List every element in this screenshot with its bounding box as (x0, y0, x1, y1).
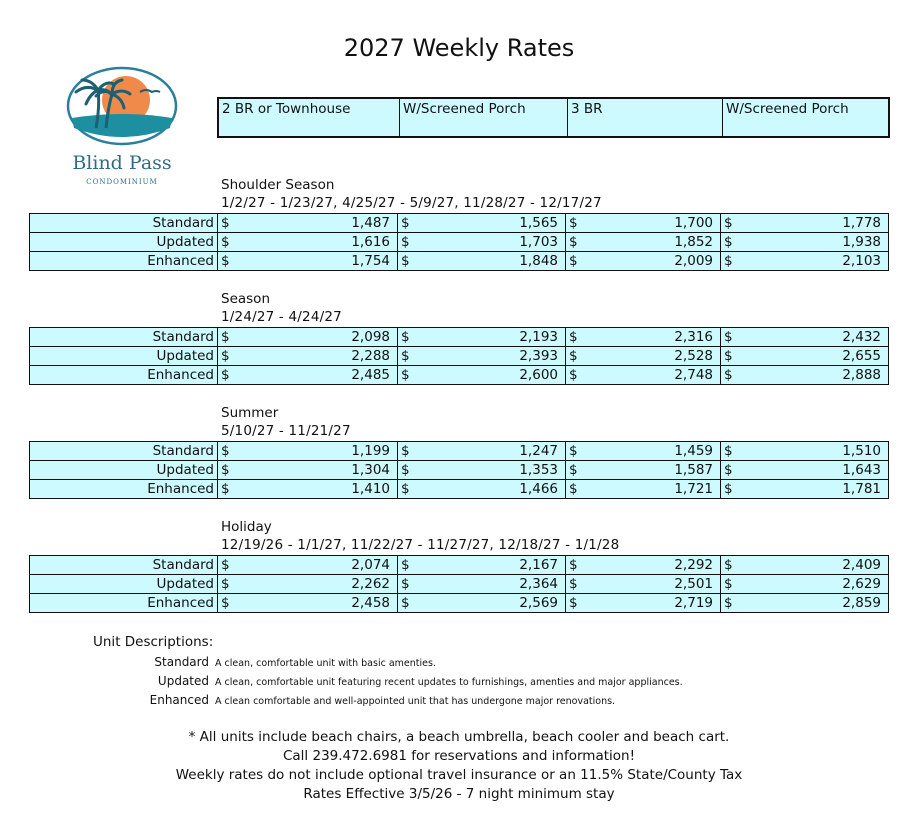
column-header-bar (217, 97, 890, 138)
price-cell (398, 442, 566, 461)
section-dates: 5/10/27 - 11/21/27 (221, 423, 351, 439)
price-cell (218, 328, 398, 347)
currency-symbol: $ (401, 214, 410, 231)
currency-symbol: $ (724, 480, 733, 497)
price-amount: 2,167 (519, 556, 558, 573)
price-cell (721, 480, 889, 499)
currency-symbol: $ (724, 556, 733, 573)
price-amount: 2,316 (674, 328, 713, 345)
currency-symbol: $ (221, 556, 230, 573)
currency-symbol: $ (401, 556, 410, 573)
price-cell (218, 233, 398, 252)
price-amount: 2,292 (674, 556, 713, 573)
currency-symbol: $ (401, 575, 410, 592)
currency-symbol: $ (221, 233, 230, 250)
currency-symbol: $ (724, 366, 733, 383)
price-amount: 2,501 (674, 575, 713, 592)
currency-symbol: $ (401, 366, 410, 383)
price-amount: 2,009 (674, 252, 713, 269)
table-row (30, 252, 889, 271)
page-title: 2027 Weekly Rates (343, 34, 575, 62)
price-cell (721, 328, 889, 347)
rate-table (29, 441, 889, 499)
price-amount: 1,565 (519, 214, 558, 231)
price-amount: 2,748 (674, 366, 713, 383)
column-header: 3 BR (567, 99, 722, 136)
price-cell (398, 575, 566, 594)
price-cell (566, 328, 721, 347)
currency-symbol: $ (221, 594, 230, 611)
price-amount: 1,459 (674, 442, 713, 459)
unit-type-label: Enhanced (30, 594, 218, 613)
currency-symbol: $ (724, 594, 733, 611)
table-row (30, 366, 889, 385)
currency-symbol: $ (569, 347, 578, 364)
table-row (30, 480, 889, 499)
currency-symbol: $ (569, 366, 578, 383)
price-cell (566, 556, 721, 575)
currency-symbol: $ (569, 328, 578, 345)
footer-amenities: * All units include beach chairs, a beach umbrella, beach cooler and beach cart. (188, 729, 730, 745)
table-row (30, 328, 889, 347)
table-row (30, 214, 889, 233)
currency-symbol: $ (569, 461, 578, 478)
unit-type-label: Updated (30, 233, 218, 252)
price-cell (218, 214, 398, 233)
currency-symbol: $ (221, 575, 230, 592)
footer-tax-note: Weekly rates do not include optional travel insurance or an 11.5% State/County Tax (175, 767, 743, 783)
price-amount: 2,262 (351, 575, 390, 592)
currency-symbol: $ (401, 347, 410, 364)
price-cell (218, 556, 398, 575)
price-amount: 1,616 (351, 233, 390, 250)
currency-symbol: $ (569, 252, 578, 269)
column-header: W/Screened Porch (399, 99, 567, 136)
price-amount: 1,703 (519, 233, 558, 250)
price-cell (398, 347, 566, 366)
price-amount: 2,364 (519, 575, 558, 592)
currency-symbol: $ (724, 214, 733, 231)
price-cell (218, 252, 398, 271)
unit-type-label: Enhanced (30, 480, 218, 499)
currency-symbol: $ (724, 575, 733, 592)
currency-symbol: $ (221, 461, 230, 478)
price-amount: 2,458 (351, 594, 390, 611)
price-amount: 1,721 (674, 480, 713, 497)
price-amount: 2,569 (519, 594, 558, 611)
footer-effective: Rates Effective 3/5/26 - 7 night minimum stay (303, 786, 615, 802)
table-row (30, 233, 889, 252)
price-cell (721, 556, 889, 575)
price-cell (218, 442, 398, 461)
price-cell (721, 594, 889, 613)
column-header: W/Screened Porch (722, 99, 888, 136)
price-amount: 1,410 (351, 480, 390, 497)
price-cell (566, 442, 721, 461)
unit-description: A clean, comfortable unit featuring recent updates to furnishings, amenties and major appliances. (215, 677, 683, 688)
price-cell (218, 347, 398, 366)
unit-term: Enhanced (149, 693, 209, 707)
price-amount: 1,643 (842, 461, 881, 478)
price-cell (566, 594, 721, 613)
price-cell (398, 594, 566, 613)
price-cell (398, 461, 566, 480)
currency-symbol: $ (401, 328, 410, 345)
column-header: 2 BR or Townhouse (222, 101, 351, 117)
price-amount: 2,288 (351, 347, 390, 364)
currency-symbol: $ (569, 480, 578, 497)
price-cell (721, 442, 889, 461)
section-dates: 1/2/27 - 1/23/27, 4/25/27 - 5/9/27, 11/28/27 - 12/17/27 (221, 195, 602, 211)
price-cell (218, 575, 398, 594)
price-amount: 1,247 (519, 442, 558, 459)
currency-symbol: $ (401, 252, 410, 269)
currency-symbol: $ (569, 233, 578, 250)
price-amount: 2,528 (674, 347, 713, 364)
price-amount: 1,700 (674, 214, 713, 231)
price-cell (566, 233, 721, 252)
section-name: Shoulder Season (221, 177, 335, 193)
unit-term: Updated (157, 674, 209, 688)
price-amount: 1,353 (519, 461, 558, 478)
unit-type-label: Standard (30, 328, 218, 347)
logo-subtitle: CONDOMINIUM (86, 178, 158, 186)
table-row (30, 347, 889, 366)
table-row (30, 461, 889, 480)
rate-table (29, 327, 889, 385)
price-amount: 1,938 (842, 233, 881, 250)
price-amount: 2,393 (519, 347, 558, 364)
price-cell (566, 366, 721, 385)
footer-phone: Call 239.472.6981 for reservations and information! (282, 748, 636, 764)
currency-symbol: $ (569, 575, 578, 592)
table-row (30, 575, 889, 594)
price-cell (398, 556, 566, 575)
table-row (30, 442, 889, 461)
section-name: Summer (221, 405, 279, 421)
price-amount: 2,655 (842, 347, 881, 364)
currency-symbol: $ (569, 442, 578, 459)
table-row (30, 556, 889, 575)
price-amount: 1,848 (519, 252, 558, 269)
price-cell (218, 461, 398, 480)
currency-symbol: $ (724, 442, 733, 459)
price-amount: 2,719 (674, 594, 713, 611)
price-cell (721, 252, 889, 271)
price-amount: 2,859 (842, 594, 881, 611)
palm-sunset-icon (66, 66, 178, 146)
price-cell (721, 214, 889, 233)
price-cell (566, 575, 721, 594)
currency-symbol: $ (221, 347, 230, 364)
price-cell (721, 366, 889, 385)
logo-name: Blind Pass (72, 152, 172, 174)
unit-type-label: Standard (30, 442, 218, 461)
currency-symbol: $ (401, 480, 410, 497)
currency-symbol: $ (569, 214, 578, 231)
section-name: Season (221, 291, 270, 307)
price-amount: 2,432 (842, 328, 881, 345)
unit-description: A clean, comfortable unit with basic amenties. (215, 658, 436, 669)
currency-symbol: $ (401, 442, 410, 459)
currency-symbol: $ (401, 461, 410, 478)
price-amount: 1,778 (842, 214, 881, 231)
blind-pass-logo (66, 66, 178, 146)
price-cell (398, 480, 566, 499)
currency-symbol: $ (724, 233, 733, 250)
price-amount: 2,103 (842, 252, 881, 269)
unit-type-label: Standard (30, 214, 218, 233)
price-amount: 2,193 (519, 328, 558, 345)
section-dates: 12/19/26 - 1/1/27, 11/22/27 - 11/27/27, 12/18/27 - 1/1/28 (221, 537, 620, 553)
currency-symbol: $ (221, 480, 230, 497)
currency-symbol: $ (569, 594, 578, 611)
price-cell (566, 461, 721, 480)
rate-table (29, 555, 889, 613)
unit-type-label: Enhanced (30, 366, 218, 385)
price-amount: 1,199 (351, 442, 390, 459)
price-cell (721, 461, 889, 480)
currency-symbol: $ (221, 328, 230, 345)
rate-table (29, 213, 889, 271)
currency-symbol: $ (221, 214, 230, 231)
price-amount: 1,852 (674, 233, 713, 250)
price-cell (398, 214, 566, 233)
price-cell (218, 480, 398, 499)
currency-symbol: $ (221, 442, 230, 459)
unit-descriptions-title: Unit Descriptions: (93, 634, 214, 650)
price-cell (398, 252, 566, 271)
price-amount: 2,098 (351, 328, 390, 345)
currency-symbol: $ (724, 461, 733, 478)
unit-description: A clean comfortable and well-appointed unit that has undergone major renovations. (215, 696, 616, 707)
price-amount: 1,781 (842, 480, 881, 497)
price-amount: 2,074 (351, 556, 390, 573)
currency-symbol: $ (401, 233, 410, 250)
unit-type-label: Updated (30, 347, 218, 366)
price-cell (566, 252, 721, 271)
price-amount: 2,600 (519, 366, 558, 383)
price-cell (398, 233, 566, 252)
price-cell (566, 480, 721, 499)
price-cell (721, 575, 889, 594)
currency-symbol: $ (724, 347, 733, 364)
price-cell (721, 347, 889, 366)
price-amount: 2,409 (842, 556, 881, 573)
price-amount: 1,754 (351, 252, 390, 269)
price-amount: 2,888 (842, 366, 881, 383)
currency-symbol: $ (221, 252, 230, 269)
currency-symbol: $ (221, 366, 230, 383)
unit-type-label: Standard (30, 556, 218, 575)
price-cell (218, 594, 398, 613)
unit-type-label: Updated (30, 575, 218, 594)
currency-symbol: $ (724, 328, 733, 345)
currency-symbol: $ (401, 594, 410, 611)
unit-description-row (60, 693, 760, 707)
price-amount: 1,487 (351, 214, 390, 231)
price-cell (566, 214, 721, 233)
section-dates: 1/24/27 - 4/24/27 (221, 309, 342, 325)
unit-type-label: Enhanced (30, 252, 218, 271)
price-cell (398, 366, 566, 385)
price-cell (721, 233, 889, 252)
unit-term: Standard (154, 655, 209, 669)
unit-description-row (60, 674, 760, 688)
section-name: Holiday (221, 519, 272, 535)
price-amount: 1,304 (351, 461, 390, 478)
unit-type-label: Updated (30, 461, 218, 480)
price-amount: 1,510 (842, 442, 881, 459)
price-amount: 1,466 (519, 480, 558, 497)
price-amount: 1,587 (674, 461, 713, 478)
price-amount: 2,629 (842, 575, 881, 592)
price-cell (218, 366, 398, 385)
currency-symbol: $ (724, 252, 733, 269)
price-cell (398, 328, 566, 347)
price-cell (566, 347, 721, 366)
currency-symbol: $ (569, 556, 578, 573)
price-amount: 2,485 (351, 366, 390, 383)
table-row (30, 594, 889, 613)
unit-description-row (60, 655, 760, 669)
